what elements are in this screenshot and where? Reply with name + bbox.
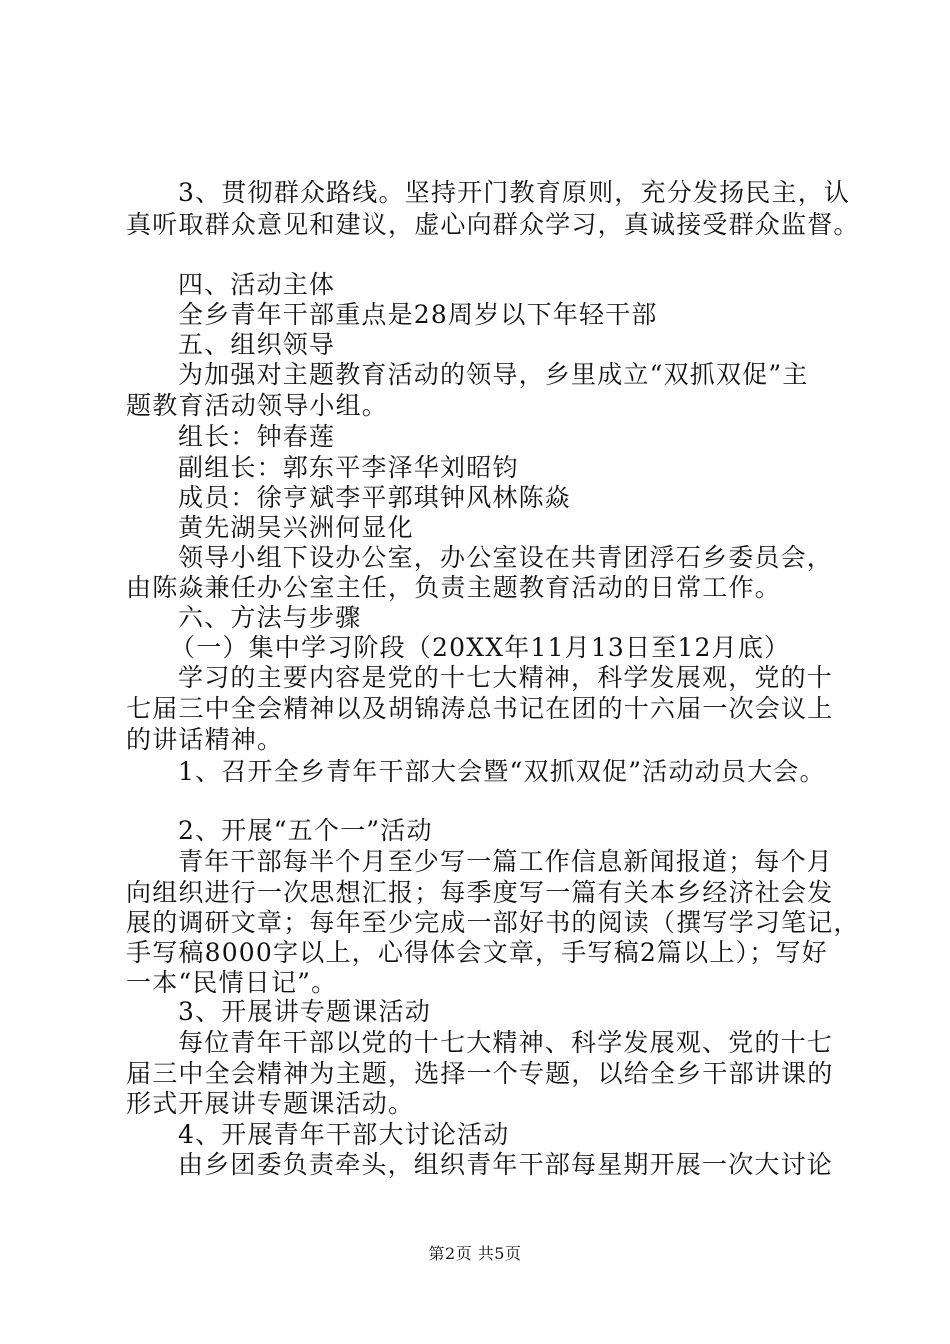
paragraph-line: 由陈焱兼任办公室主任，负责主题教育活动的日常工作。: [126, 573, 782, 602]
paragraph-line: 为加强对主题教育活动的领导，乡里成立“双抓双促”主: [178, 360, 809, 389]
subsection-heading: 4、开展青年干部大讨论活动: [178, 1120, 510, 1149]
paragraph-line: 青年干部每半个月至少写一篇工作信息新闻报道；每个月: [178, 847, 834, 876]
paragraph-line: 组长：钟春莲: [178, 422, 336, 451]
paragraph-line: 副组长：郭东平李泽华刘昭钧: [178, 453, 519, 482]
paragraph-line: 学习的主要内容是党的十七大精神，科学发展观，党的十: [178, 663, 834, 692]
subsection-heading: 2、开展“五个一”活动: [178, 816, 433, 845]
paragraph-line: 全乡青年干部重点是28周岁以下年轻干部: [178, 300, 658, 329]
section-heading: 五、组织领导: [178, 330, 336, 359]
paragraph-line: 展的调研文章；每年至少完成一部好书的阅读（撰写学习笔记，: [126, 908, 860, 937]
paragraph-line: 一本“民情日记”。: [126, 968, 338, 997]
paragraph-line: 3、贯彻群众路线。坚持开门教育原则，充分发扬民主，认: [178, 178, 851, 207]
section-heading: 四、活动主体: [178, 270, 336, 299]
subsection-heading: 3、开展讲专题课活动: [178, 997, 431, 1026]
paragraph-line: 每位青年干部以党的十七大精神、科学发展观、党的十七: [178, 1028, 834, 1057]
paragraph-line: 形式开展讲专题课活动。: [126, 1089, 415, 1118]
paragraph-line: 七届三中全会精神以及胡锦涛总书记在团的十六届一次会议上: [126, 694, 834, 723]
section-heading: 六、方法与步骤: [178, 603, 362, 632]
paragraph-line: 题教育活动领导小组。: [126, 391, 389, 420]
page-number-footer: 第2页 共5页: [428, 1244, 522, 1263]
paragraph-line: 手写稿8000字以上，心得体会文章，手写稿2篇以上）；写好: [126, 938, 828, 967]
paragraph-line: 届三中全会精神为主题，选择一个专题，以给全乡干部讲课的: [126, 1059, 834, 1088]
paragraph-line: 由乡团委负责牵头，组织青年干部每星期开展一次大讨论: [178, 1150, 834, 1179]
paragraph-line: 领导小组下设办公室，办公室设在共青团浮石乡委员会，: [178, 543, 834, 572]
paragraph-line: 的讲话精神。: [126, 725, 284, 754]
subsection-heading: （一）集中学习阶段（20XX年11月13日至12月底）: [170, 633, 791, 662]
paragraph-line: 黄先湖吴兴洲何显化: [178, 513, 414, 542]
paragraph-line: 真听取群众意见和建议，虚心向群众学习，真诚接受群众监督。: [126, 210, 860, 239]
paragraph-line: 成员：徐亨斌李平郭琪钟风林陈焱: [178, 483, 572, 512]
paragraph-line: 向组织进行一次思想汇报；每季度写一篇有关本乡经济社会发: [126, 878, 834, 907]
paragraph-line: 1、召开全乡青年干部大会暨“双抓双促”活动动员大会。: [178, 757, 826, 786]
